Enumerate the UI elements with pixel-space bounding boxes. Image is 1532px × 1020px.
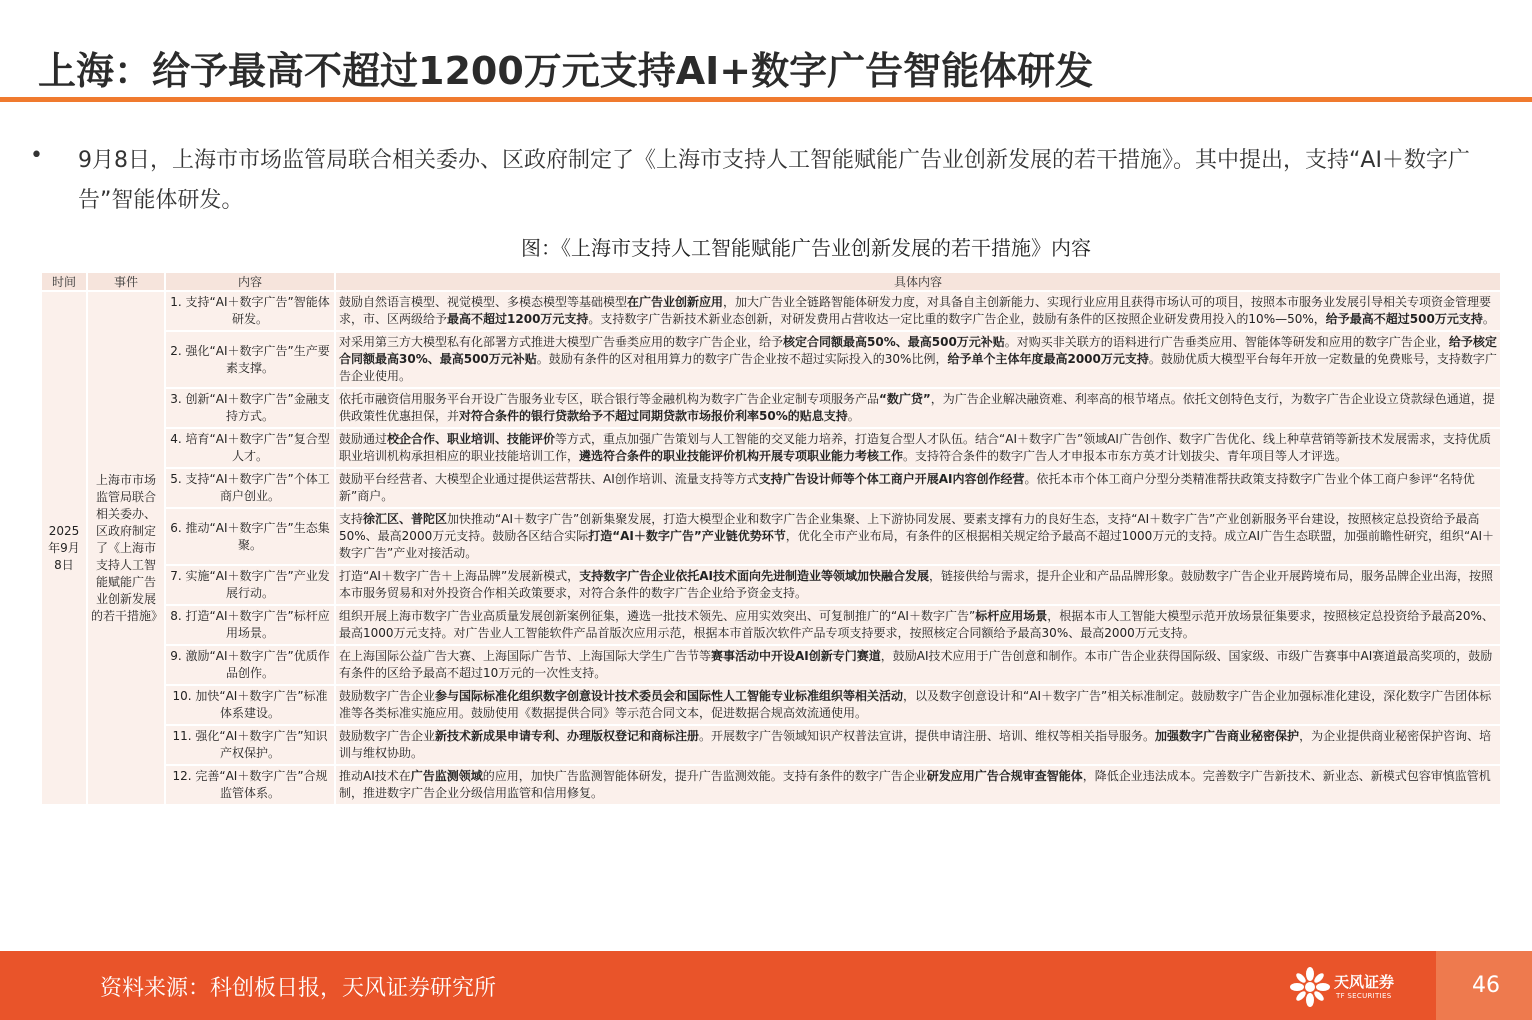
title-divider xyxy=(0,97,1532,102)
detail-highlight: 核定合同额最高50%、最高500万元补贴 xyxy=(783,335,1005,349)
detail-text: 推动AI技术在 xyxy=(339,769,411,783)
cell-measure: 4. 培育“AI＋数字广告”复合型人才。 xyxy=(166,429,334,467)
page-number: 46 xyxy=(1472,973,1500,998)
detail-highlight: 支持广告设计师等个体工商户开展AI内容创作经营 xyxy=(758,472,1025,486)
detail-text: ，为广告企业解决融资难、利率高的根节堵点。依托文创特色支行，为数字广告企业设立贷款绿色通道，提供政策性优惠担保，并 xyxy=(339,392,1495,423)
cell-detail xyxy=(336,686,1500,724)
table-row xyxy=(42,566,1500,604)
table-row xyxy=(42,292,1500,330)
header-detail: 具体内容 xyxy=(336,273,1500,290)
cell-event: 上海市市场监管局联合相关委办、区政府制定了《上海市支持人工智能赋能广告业创新发展的若干措施》 xyxy=(88,292,164,804)
table-row xyxy=(42,509,1500,564)
detail-highlight: 赛事活动中开设AI创新专门赛道 xyxy=(711,649,881,663)
detail-text: 组织开展上海市数字广告业高质量发展创新案例征集，遴选一批技术领先、应用实效突出、可复制推广的“AI＋数字广告” xyxy=(339,609,976,623)
table-row xyxy=(42,726,1500,764)
table-row xyxy=(42,429,1500,467)
table-row xyxy=(42,469,1500,507)
table-body xyxy=(42,292,1500,804)
company-logo xyxy=(1288,965,1408,1009)
detail-highlight: 给予最高不超过500万元支持 xyxy=(1325,312,1483,326)
detail-text: 。 xyxy=(847,409,860,423)
page-title: 上海：给予最高不超过1200万元支持AI+数字广告智能体研发 xyxy=(38,49,1094,93)
cell-measure: 10. 加快“AI＋数字广告”标准体系建设。 xyxy=(166,686,334,724)
table-row xyxy=(42,332,1500,387)
detail-text: 打造“AI＋数字广告＋上海品牌”发展新模式， xyxy=(339,569,580,583)
cell-detail xyxy=(336,389,1500,427)
table-row xyxy=(42,389,1500,427)
detail-text: ，降低企业违法成本。完善数字广告新技术、新业态、新模式包容审慎监管机制，推进数字广告企业分级信用监管和信用修复。 xyxy=(339,769,1491,800)
header-content: 内容 xyxy=(166,273,334,290)
detail-text: 加快推动“AI＋数字广告”创新集聚发展，打造大模型企业和数字广告企业集聚、上下游协同发展、要素支撑有力的良好生态，支持“AI＋数字广告”产业创新服务平台建设，按照核定总投资给予最高50%、最高2000万元支持。鼓励各区结合实际 xyxy=(339,512,1480,543)
flower-logo-icon xyxy=(1288,965,1332,1009)
detail-highlight: “数广贷” xyxy=(879,392,931,406)
detail-text: 。对购买非关联方的语料进行广告垂类应用、智能体等研发和应用的数字广告企业， xyxy=(1004,335,1449,349)
detail-text: 鼓励平台经营者、大模型企业通过提供运营帮扶、AI创作培训、流量支持等方式 xyxy=(339,472,759,486)
detail-text: ，以及数字创意设计和“AI＋数字广告”相关标准制定。鼓励数字广告企业加强标准化建设，深化数字广告团体标准等各类标准实施应用。鼓励使用《数据提供合同》等示范合同文本，促进数据合规高效流通使用。 xyxy=(339,689,1492,720)
detail-text: 对采用第三方大模型私有化部署方式推进大模型广告垂类应用的数字广告企业，给予 xyxy=(339,335,784,349)
detail-highlight: 在广告业创新应用 xyxy=(627,295,724,309)
detail-text: 支持 xyxy=(339,512,364,526)
detail-highlight: 给予单个主体年度最高2000万元支持 xyxy=(947,352,1149,366)
detail-highlight: 对符合条件的银行贷款给予不超过同期贷款市场报价利率50%的贴息支持 xyxy=(459,409,848,423)
cell-detail xyxy=(336,606,1500,644)
cell-measure: 8. 打造“AI＋数字广告”标杆应用场景。 xyxy=(166,606,334,644)
cell-detail xyxy=(336,566,1500,604)
detail-highlight: 支持数字广告企业依托AI技术面向先进制造业等领域加快融合发展 xyxy=(579,569,929,583)
detail-text: 鼓励自然语言模型、视觉模型、多模态模型等基础模型 xyxy=(339,295,628,309)
detail-text: 鼓励数字广告企业 xyxy=(339,689,436,703)
detail-text: 。支持数字广告新技术新业态创新，对研发费用占营收达一定比重的数字广告企业，鼓励有条件的区按照企业研发费用投入的10%—50%， xyxy=(588,312,1326,326)
cell-measure: 9. 激励“AI＋数字广告”优质作品创作。 xyxy=(166,646,334,684)
detail-highlight: 广告监测领域 xyxy=(410,769,483,783)
detail-highlight: 标杆应用场景 xyxy=(975,609,1048,623)
detail-highlight: 加强数字广告商业秘密保护 xyxy=(1155,729,1300,743)
detail-highlight: 打造“AI＋数字广告”产业链优势环节 xyxy=(588,529,786,543)
detail-highlight: 校企合作、职业培训、技能评价 xyxy=(387,432,556,446)
logo-english: TF SECURITIES xyxy=(1336,992,1392,1000)
detail-text: 。开展数字广告领域知识产权普法宣讲，提供申请注册、培训、维权等相关指导服务。 xyxy=(699,729,1156,743)
detail-text: 。 xyxy=(1482,312,1495,326)
table-row xyxy=(42,766,1500,804)
detail-text: 依托市融资信用服务平台开设广告服务业专区，联合银行等金融机构为数字广告企业定制专项服务产品 xyxy=(339,392,880,406)
cell-detail xyxy=(336,469,1500,507)
detail-highlight: 参与国际标准化组织数字创意设计技术委员会和国际性人工智能专业标准组织等相关活动 xyxy=(435,689,904,703)
header-event: 事件 xyxy=(88,273,164,290)
detail-text: 的应用，加快广告监测智能体研发，提升广告监测效能。支持有条件的数字广告企业 xyxy=(482,769,927,783)
source-note: 资料来源：科创板日报，天风证券研究所 xyxy=(100,976,497,1001)
cell-detail xyxy=(336,646,1500,684)
cell-measure: 3. 创新“AI＋数字广告”金融支持方式。 xyxy=(166,389,334,427)
cell-measure: 12. 完善“AI＋数字广告”合规监管体系。 xyxy=(166,766,334,804)
detail-highlight: 徐汇区、普陀区 xyxy=(363,512,448,526)
table-row xyxy=(42,606,1500,644)
detail-text: ，根据本市人工智能大模型示范开放场景征集要求，按照核定总投资给予最高20%、最高1000万元支持。对广告业人工智能软件产品首版次应用示范，根据本市首版次软件产品专项支持要求，按照核定合同额给予最高30%、最高2000万元支持。 xyxy=(339,609,1494,640)
cell-detail xyxy=(336,332,1500,387)
table-row xyxy=(42,646,1500,684)
detail-text: ，鼓励AI技术应用于广告创意和制作。本市广告企业获得国际级、国家级、市级广告赛事中AI赛道最高奖项的，鼓励有条件的区给予最高不超过10万元的一次性支持。 xyxy=(339,649,1493,680)
cell-measure: 1. 支持“AI＋数字广告”智能体研发。 xyxy=(166,292,334,330)
detail-text: ，为企业提供商业秘密保护咨询、培训与维权协助。 xyxy=(339,729,1492,760)
table-row xyxy=(42,686,1500,724)
detail-text: 等方式，重点加强广告策划与人工智能的交叉能力培养，打造复合型人才队伍。结合“AI＋数字广告”领域AI广告创作、数字广告优化、线上种草营销等新技术发展需求，支持优质职业培训机构承担相应的职业技能培训工作， xyxy=(339,432,1491,463)
detail-text: 。鼓励优质大模型平台每年开放一定数量的免费账号，支持数字广告企业使用。 xyxy=(339,352,1497,383)
detail-highlight: 遴选符合条件的职业技能评价机构开展专项职业能力考核工作 xyxy=(579,449,904,463)
detail-highlight: 研发应用广告合规审查智能体 xyxy=(926,769,1083,783)
detail-text: 。支持符合条件的数字广告人才申报本市东方英才计划拔尖、青年项目等人才评选。 xyxy=(903,449,1348,463)
table-header-row xyxy=(42,273,1500,290)
detail-highlight: 最高不超过1200万元支持 xyxy=(447,312,589,326)
detail-highlight: 新技术新成果申请专利、办理版权登记和商标注册 xyxy=(435,729,700,743)
cell-detail xyxy=(336,509,1500,564)
cell-detail xyxy=(336,292,1500,330)
cell-measure: 11. 强化“AI＋数字广告”知识产权保护。 xyxy=(166,726,334,764)
figure-caption: 图：《上海市支持人工智能赋能广告业创新发展的若干措施》内容 xyxy=(521,236,1091,260)
header-time: 时间 xyxy=(42,273,86,290)
detail-text: ，优化全市产业布局，有条件的区根据相关规定给予最高不超过1000万元的支持。成立AI广告生态联盟，加强前瞻性研究，组织“AI＋数字广告”产业对接活动。 xyxy=(339,529,1495,560)
cell-detail xyxy=(336,766,1500,804)
policy-table xyxy=(40,271,1502,806)
detail-text: 。鼓励有条件的区对租用算力的数字广告企业按不超过实际投入的30%比例， xyxy=(536,352,948,366)
cell-detail xyxy=(336,726,1500,764)
footer-bar xyxy=(0,951,1532,1020)
cell-measure: 6. 推动“AI＋数字广告”生态集聚。 xyxy=(166,509,334,564)
cell-measure: 2. 强化“AI＋数字广告”生产要素支撑。 xyxy=(166,332,334,387)
cell-time: 2025年9月8日 xyxy=(42,292,86,804)
cell-measure: 7. 实施“AI＋数字广告”产业发展行动。 xyxy=(166,566,334,604)
intro-paragraph: 9月8日，上海市市场监管局联合相关委办、区政府制定了《上海市支持人工智能赋能广告业创新发展的若干措施》。其中提出，支持“AI＋数字广告”智能体研发。 xyxy=(78,148,1470,213)
detail-text: ，加大广告业全链路智能体研发力度，对具备自主创新能力、实现行业应用且获得市场认可的项目，按照本市服务业发展引导相关专项资金管理要求，市、区两级给予 xyxy=(339,295,1492,326)
detail-text: 鼓励通过 xyxy=(339,432,388,446)
cell-measure: 5. 支持“AI＋数字广告”个体工商户创业。 xyxy=(166,469,334,507)
detail-text: 鼓励数字广告企业 xyxy=(339,729,436,743)
detail-text: 在上海国际公益广告大赛、上海国际广告节、上海国际大学生广告节等 xyxy=(339,649,712,663)
bullet-marker: • xyxy=(30,143,43,168)
detail-text: 。依托本市个体工商户分型分类精准帮扶政策支持数字广告业个体工商户参评“名特优新”商户。 xyxy=(339,472,1475,503)
logo-name: 天风证券 xyxy=(1334,973,1395,991)
detail-text: ，链接供给与需求，提升企业和产品品牌形象。鼓励数字广告企业开展跨境布局，服务品牌企业出海，按照本市服务贸易和对外投资合作相关政策要求，对符合条件的数字广告企业给予资金支持。 xyxy=(339,569,1493,600)
detail-highlight: 给予核定合同额最高30%、最高500万元补贴 xyxy=(339,335,1497,366)
cell-detail xyxy=(336,429,1500,467)
